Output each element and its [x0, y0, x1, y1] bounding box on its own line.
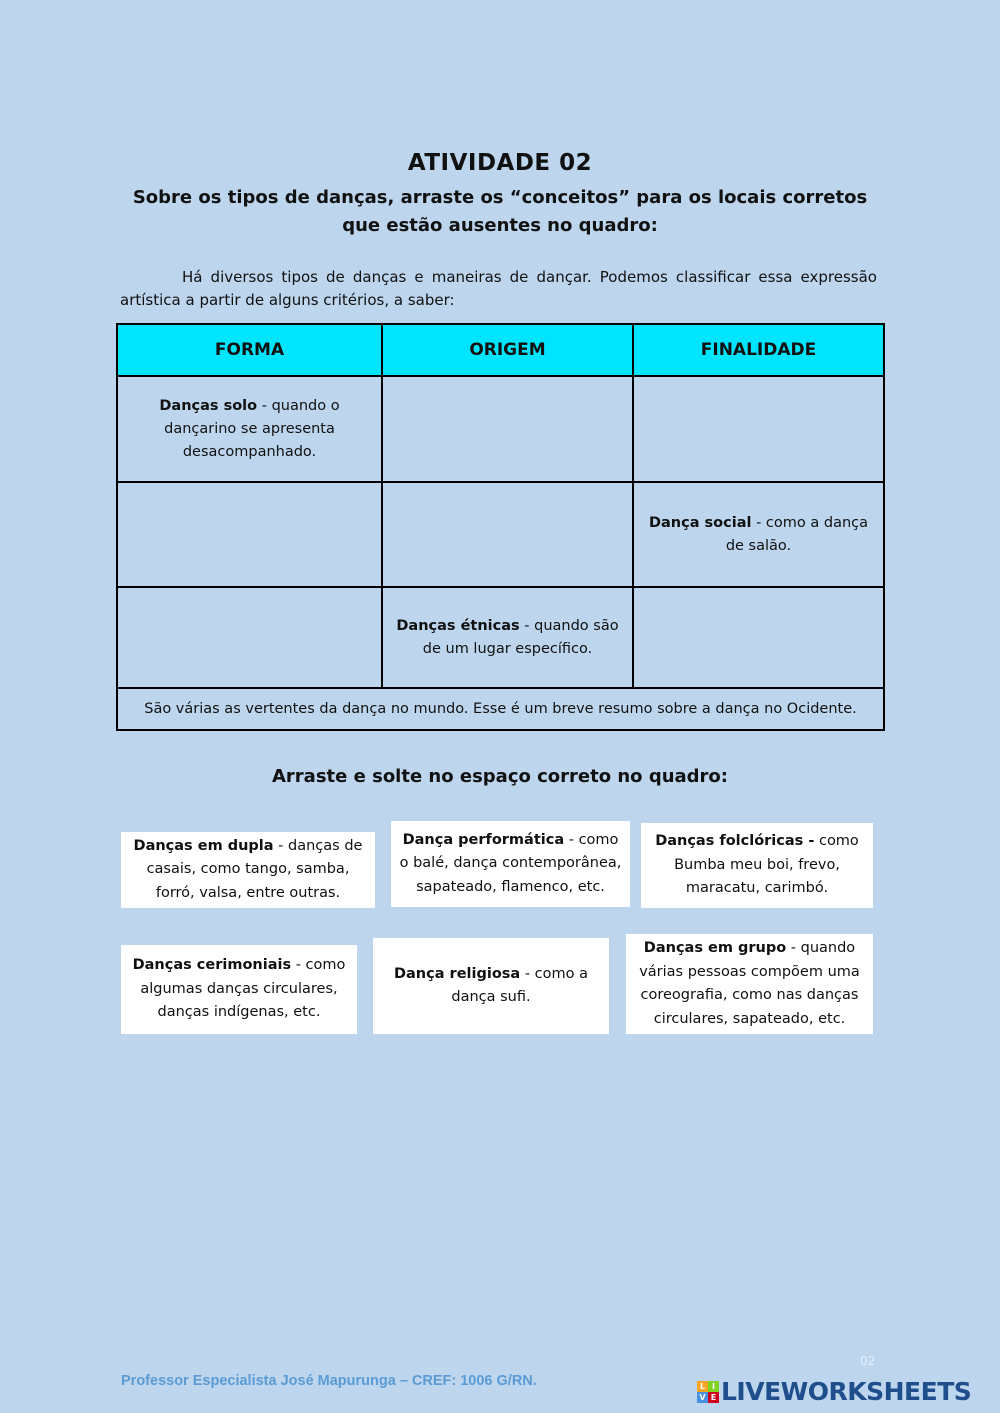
cell-bold-text: Danças étnicas: [396, 617, 520, 634]
card-bold-text: Danças folclóricas -: [655, 833, 815, 850]
cell-finalidade-social: [633, 482, 884, 587]
draggable-card-cerimoniais[interactable]: [121, 945, 357, 1034]
dance-classification-table: [116, 323, 885, 731]
logo-letter: V: [697, 1392, 708, 1403]
header-finalidade: FINALIDADE: [633, 324, 884, 376]
card-text: - como o balé, dança contemporânea, sapateado, flamenco, etc.: [399, 831, 622, 895]
logo-letter: E: [708, 1392, 719, 1403]
cell-forma-solo: [117, 376, 382, 482]
draggable-card-grupo[interactable]: [626, 934, 873, 1034]
cell-bold-text: Dança social: [648, 514, 752, 531]
card-bold-text: Danças em grupo: [643, 940, 787, 956]
cell-text: - quando são de um lugar específico.: [422, 617, 619, 657]
drop-zone-forma-3[interactable]: [117, 587, 382, 688]
drop-zone-finalidade-3[interactable]: [633, 587, 884, 688]
cell-text: - quando o dançarino se apresenta desacompanhado.: [164, 397, 340, 460]
draggable-card-folcloricas[interactable]: [641, 823, 873, 908]
instructions: Sobre os tipos de danças, arraste os “conceitos” para os locais corretos que estão ausentes no quadro:: [132, 187, 868, 236]
card-text: - quando várias pessoas compõem uma coreografia, como nas danças circulares, sapateado, etc.: [639, 940, 860, 1027]
draggable-card-performatica[interactable]: [391, 821, 630, 907]
liveworksheets-logo[interactable]: [697, 1377, 971, 1406]
table-footer-note: São várias as vertentes da dança no mundo. Esse é um breve resumo sobre a dança no Ocidente.: [117, 688, 884, 730]
liveworksheets-wordmark: LIVEWORKSHEETS: [721, 1377, 972, 1406]
drop-zone-origem-1[interactable]: [382, 376, 633, 482]
header-origem: ORIGEM: [382, 324, 633, 376]
draggable-card-dupla[interactable]: [121, 832, 375, 908]
header-forma: FORMA: [117, 324, 382, 376]
intro-paragraph: Há diversos tipos de danças e maneiras de dançar. Podemos classificar essa expressão artística a partir de alguns critérios, a saber:: [120, 268, 877, 309]
drop-zone-finalidade-1[interactable]: [633, 376, 884, 482]
card-bold-text: Danças cerimoniais: [132, 957, 292, 974]
page-number: 02: [860, 1354, 876, 1368]
drop-zone-origem-2[interactable]: [382, 482, 633, 587]
cell-bold-text: Danças solo: [159, 397, 258, 414]
cell-origem-etnicas: [382, 587, 633, 688]
author-credit: Professor Especialista José Mapurunga – CREF: 1006 G/RN.: [121, 1373, 537, 1389]
drop-zone-forma-2[interactable]: [117, 482, 382, 587]
drag-instructions: Arraste e solte no espaço correto no quadro:: [272, 766, 728, 787]
card-bold-text: Danças em dupla: [133, 837, 274, 854]
page-title: ATIVIDADE 02: [407, 150, 593, 176]
card-bold-text: Dança religiosa: [393, 965, 521, 982]
logo-letter: L: [697, 1381, 708, 1392]
liveworksheets-icon: [697, 1381, 719, 1403]
card-text: - como a dança sufi.: [451, 965, 589, 1005]
logo-letter: I: [708, 1381, 719, 1392]
card-text: - como algumas danças circulares, danças indígenas, etc.: [140, 957, 346, 1021]
card-text: - danças de casais, como tango, samba, forró, valsa, entre outras.: [146, 837, 363, 901]
card-text: como Bumba meu boi, frevo, maracatu, carimbó.: [674, 833, 859, 897]
draggable-card-religiosa[interactable]: [373, 938, 609, 1034]
card-bold-text: Dança performática: [402, 831, 565, 848]
cell-text: - como a dança de salão.: [725, 514, 868, 554]
